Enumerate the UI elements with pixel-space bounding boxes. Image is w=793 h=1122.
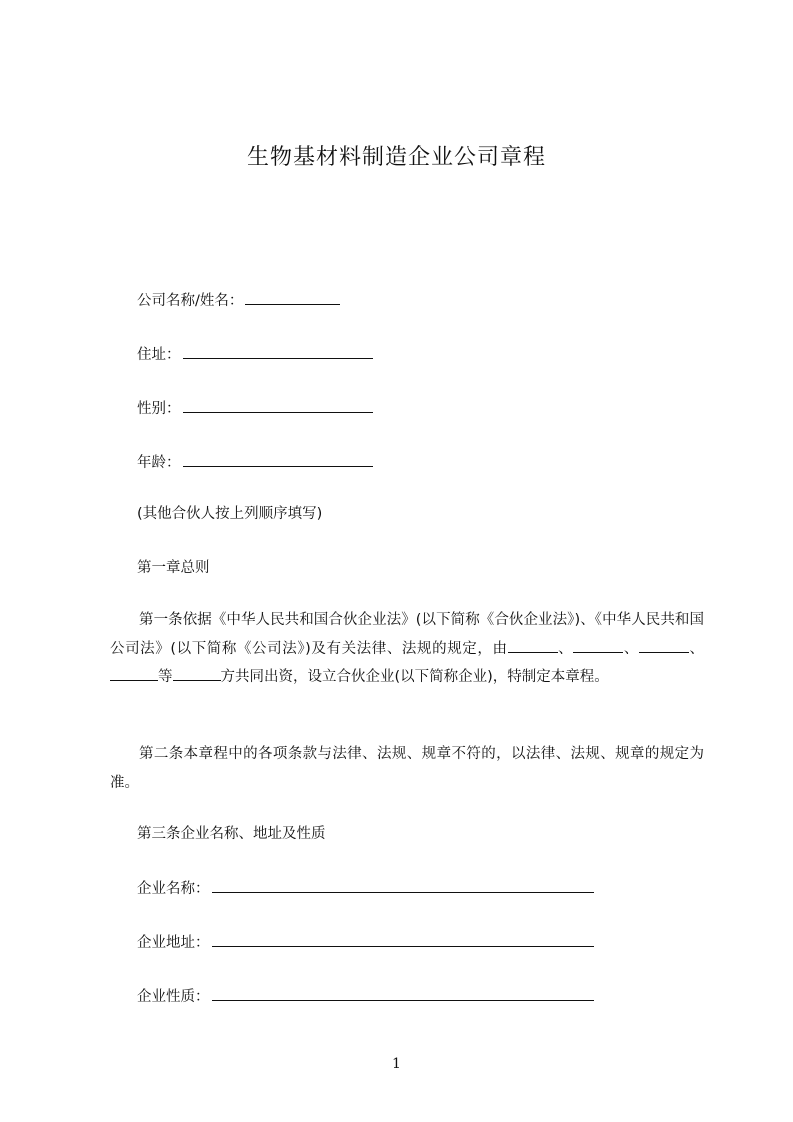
- partner-blank-4[interactable]: [110, 665, 158, 681]
- document-title: 生物基材料制造企业公司章程: [246, 145, 546, 170]
- separator: 、: [557, 640, 574, 657]
- age-field: [137, 452, 373, 473]
- address-blank[interactable]: [183, 344, 373, 359]
- gender-field: [137, 398, 373, 419]
- gender-blank[interactable]: [183, 398, 373, 413]
- enterprise-name-field: [137, 878, 594, 899]
- partner-blank-2[interactable]: [573, 637, 623, 653]
- address-label: 住址：: [137, 347, 181, 363]
- company-name-field: [137, 290, 340, 311]
- partner-count-blank[interactable]: [173, 665, 221, 681]
- partner-blank-3[interactable]: [639, 637, 689, 653]
- address-field: [137, 344, 373, 365]
- separator: 、: [688, 640, 705, 657]
- enterprise-nature-blank[interactable]: [212, 986, 594, 1001]
- article-1-paragraph: [110, 606, 704, 692]
- gender-label: 性别：: [137, 401, 181, 417]
- enterprise-name-label: 企业名称：: [137, 881, 210, 897]
- enterprise-address-field: [137, 932, 594, 953]
- article-1-text-part1: 第一条依据《中华人民共和国合伙企业法》(以下简称《合伙企业法》)、《中华人民共和国公司法》(以下简称《公司法》)及有关法律、法规的规定，由: [110, 612, 704, 657]
- article-1-text-part3: 方共同出资，设立合伙企业(以下简称企业)，特制定本章程。: [220, 669, 609, 685]
- partner-note: (其他合伙人按上列顺序填写): [137, 506, 323, 522]
- company-name-blank[interactable]: [245, 290, 340, 305]
- page-number: 1: [392, 1056, 401, 1072]
- article-1-text-part2: 等: [158, 669, 173, 685]
- enterprise-nature-field: [137, 986, 594, 1007]
- enterprise-address-blank[interactable]: [212, 932, 594, 947]
- age-blank[interactable]: [183, 452, 373, 467]
- enterprise-nature-label: 企业性质：: [137, 989, 210, 1005]
- article-2-paragraph: 第二条本章程中的各项条款与法律、法规、规章不符的，以法律、法规、规章的规定为准。: [110, 746, 704, 791]
- chapter1-heading: 第一章总则: [137, 560, 210, 576]
- article-3-heading: 第三条企业名称、地址及性质: [137, 826, 326, 842]
- age-label: 年龄：: [137, 455, 181, 471]
- enterprise-name-blank[interactable]: [212, 878, 594, 893]
- enterprise-address-label: 企业地址：: [137, 935, 210, 951]
- company-name-label: 公司名称/姓名：: [137, 293, 244, 309]
- separator: 、: [623, 640, 639, 657]
- partner-blank-1[interactable]: [508, 637, 558, 653]
